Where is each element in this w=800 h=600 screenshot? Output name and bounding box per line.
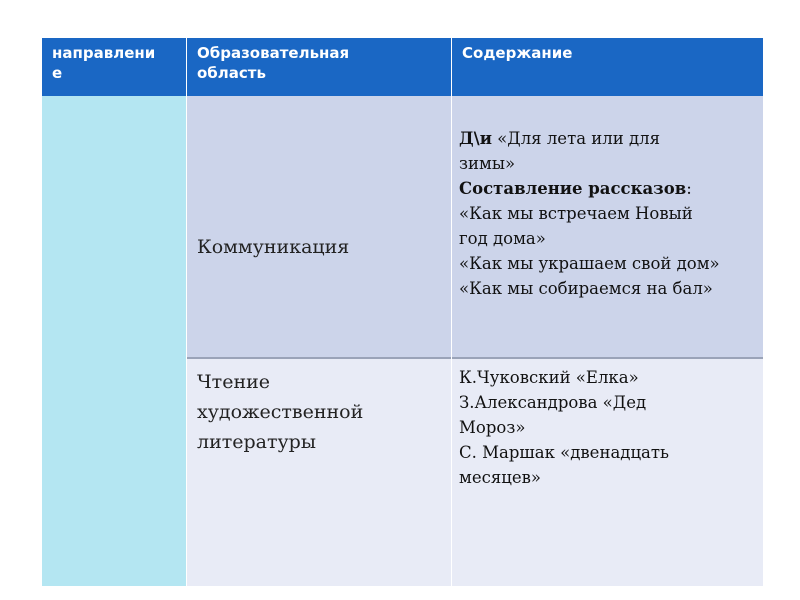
row-communication-area xyxy=(187,96,451,358)
content-line: год дома» xyxy=(459,229,546,248)
content-line: «Как мы встречаем Новый xyxy=(459,204,693,223)
header-content xyxy=(452,38,763,96)
direction-cell xyxy=(42,96,186,586)
content-bold-stories: Составление рассказов xyxy=(459,179,687,198)
column-divider-2 xyxy=(451,96,452,586)
content-line: месяцев» xyxy=(459,468,542,487)
content-line: «Как мы украшаем свой дом» xyxy=(459,254,720,273)
header-content-label: Содержание xyxy=(462,44,573,62)
content-text: : xyxy=(686,179,692,198)
header-direction xyxy=(42,38,186,96)
communication-content-text xyxy=(459,126,720,301)
area-reading-line2: художественной xyxy=(197,401,364,423)
header-direction-line1: направлени xyxy=(52,44,156,62)
content-bold-di: Д\и xyxy=(459,129,492,148)
content-line: зимы» xyxy=(459,154,516,173)
area-reading xyxy=(197,367,363,457)
column-divider-1 xyxy=(186,96,187,586)
header-area-line2: область xyxy=(197,64,266,82)
content-text: «Для лета или для xyxy=(491,129,661,148)
content-line: К.Чуковский «Елка» xyxy=(459,368,639,387)
content-line xyxy=(459,126,720,151)
content-table xyxy=(42,38,763,586)
content-line: «Как мы собираемся на бал» xyxy=(459,279,713,298)
area-reading-line3: литературы xyxy=(197,431,316,453)
content-line: З.Александрова «Дед xyxy=(459,393,647,412)
area-communication: Коммуникация xyxy=(197,236,350,258)
header-educational-area xyxy=(187,38,451,96)
content-line: Мороз» xyxy=(459,418,526,437)
row-communication-content xyxy=(452,96,763,358)
row-reading-area xyxy=(187,359,451,586)
reading-content-text xyxy=(459,365,669,490)
row-separator xyxy=(187,357,763,359)
content-line xyxy=(459,176,720,201)
content-line: С. Маршак «двенадцать xyxy=(459,443,670,462)
header-area-line1: Образовательная xyxy=(197,44,350,62)
row-reading-content xyxy=(452,359,763,586)
area-reading-line1: Чтение xyxy=(197,371,271,393)
header-divider-1 xyxy=(186,38,187,96)
header-direction-line2: е xyxy=(52,64,63,82)
header-divider-2 xyxy=(451,38,452,96)
